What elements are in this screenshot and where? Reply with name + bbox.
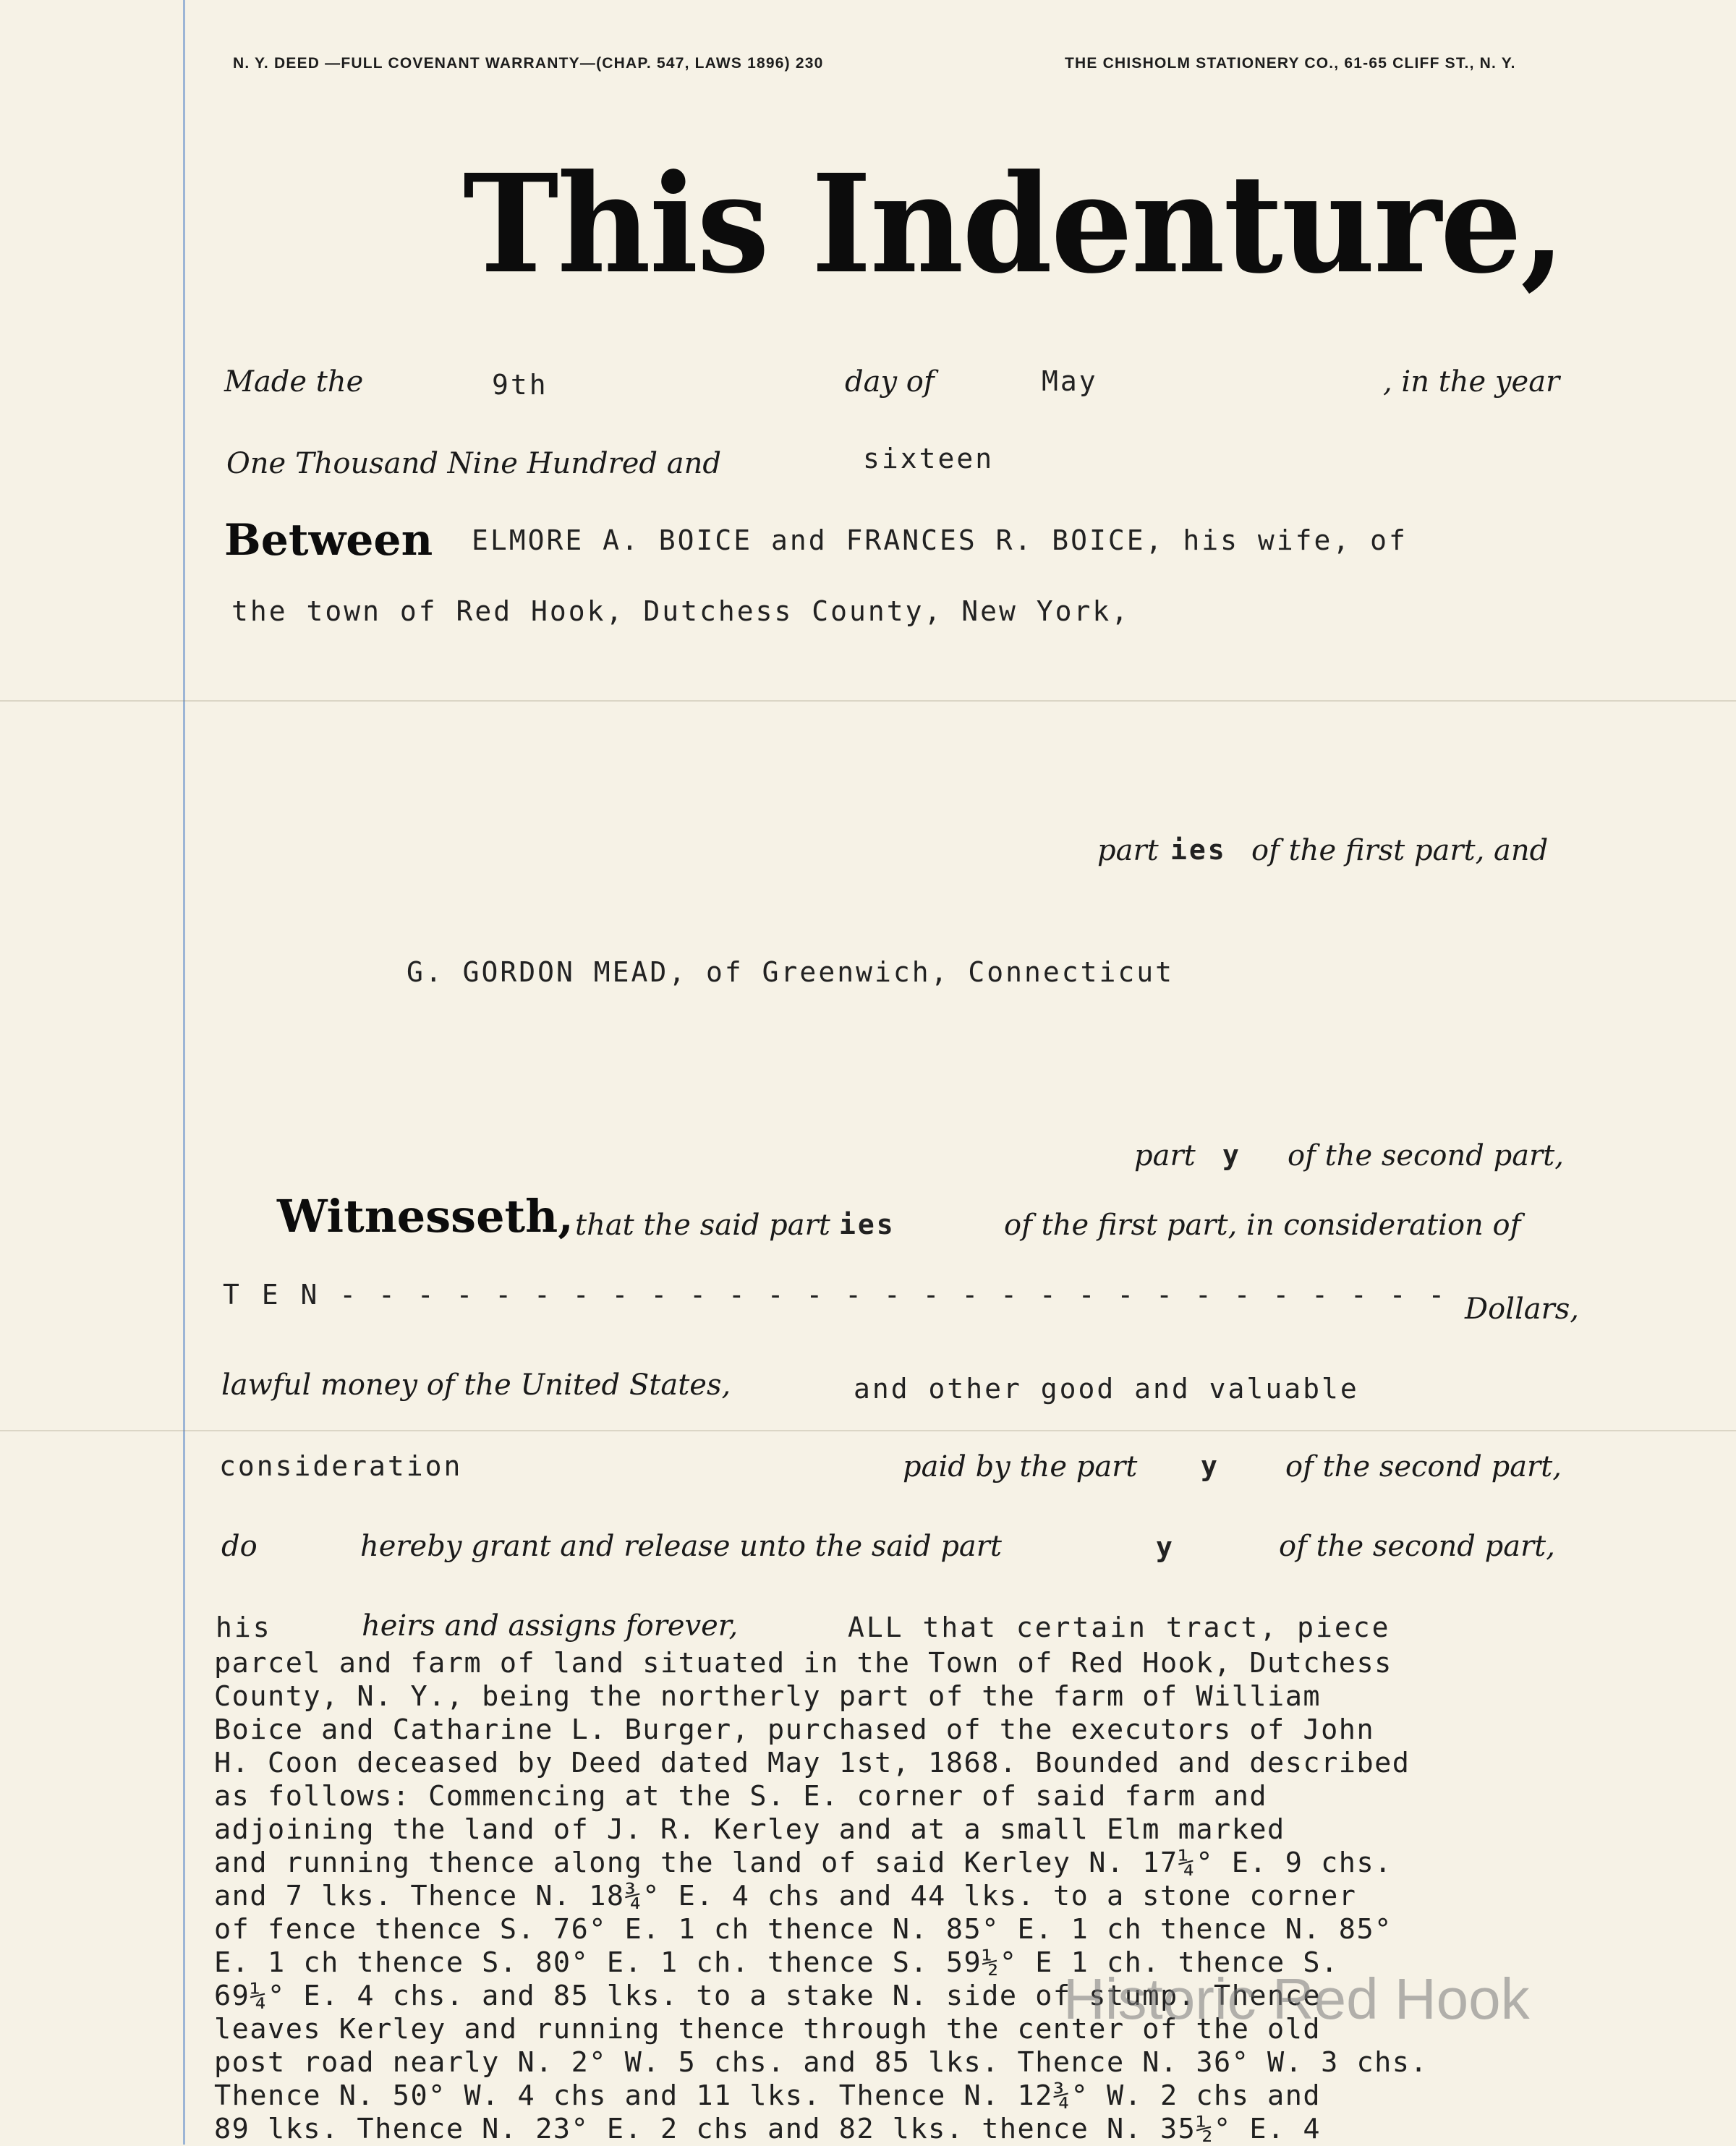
- day-of-label: day of: [845, 365, 935, 399]
- description-line: as follows: Commencing at the S. E. corner of said farm and: [214, 1780, 1268, 1813]
- margin-rule: [183, 0, 185, 2145]
- description-line: County, N. Y., being the northerly part of the farm of William: [214, 1680, 1322, 1713]
- second-part-text: of the second part,: [1288, 1139, 1564, 1172]
- paid-label: paid by the part: [903, 1450, 1138, 1483]
- fold-crease: [0, 1430, 1736, 1431]
- description-line: Boice and Catharine L. Burger, purchased of the executors of John: [214, 1713, 1375, 1746]
- second-party-name: G. GORDON MEAD, of Greenwich, Connecticut: [407, 956, 1174, 988]
- description-line: adjoining the land of J. R. Kerley and at a small Elm marked: [214, 1813, 1285, 1846]
- consideration-amount: T E N - - - - - - - - - - - - - - - - - - - - - - - - - - - - -: [223, 1279, 1448, 1311]
- day-value: 9th: [492, 369, 548, 401]
- first-party-line2: the town of Red Hook, Dutchess County, New York,: [231, 595, 1131, 627]
- lawful-money-label: lawful money of the United States,: [221, 1368, 731, 1402]
- description-line: and 7 lks. Thence N. 18¾° E. 4 chs and 44 lks. to a stone corner: [214, 1880, 1357, 1912]
- description-line: 69¼° E. 4 chs. and 85 lks. to a stake N. side of stump. Thence: [214, 1980, 1322, 2012]
- paid-suffix: y: [1201, 1450, 1220, 1482]
- property-description: [214, 1647, 1661, 2146]
- description-line: Thence N. 50° W. 4 chs and 11 lks. Thence N. 12¾° W. 2 chs and: [214, 2079, 1322, 2112]
- grant-label: hereby grant and release unto the said part: [360, 1530, 1002, 1563]
- watermark: Historic Red Hook: [1063, 1967, 1530, 2031]
- between-label: Between: [224, 515, 433, 566]
- in-year-label: , in the year: [1383, 365, 1560, 399]
- description-line: post road nearly N. 2° W. 5 chs. and 85 lks. Thence N. 36° W. 3 chs.: [214, 2046, 1429, 2079]
- grant-second-part: of the second part,: [1279, 1530, 1555, 1563]
- first-part-label: part: [1097, 834, 1159, 867]
- month-value: May: [1042, 365, 1098, 397]
- dollars-label: Dollars,: [1465, 1293, 1579, 1326]
- witnesseth-text-b: of the first part, in consideration of: [1004, 1209, 1521, 1242]
- his-label: his: [216, 1611, 272, 1643]
- description-line: of fence thence S. 76° E. 1 ch thence N. 85° E. 1 ch thence N. 85°: [214, 1913, 1392, 1946]
- description-line: parcel and farm of land situated in the Town of Red Hook, Dutchess: [214, 1647, 1392, 1679]
- fold-crease: [0, 700, 1736, 702]
- description-line: H. Coon deceased by Deed dated May 1st, 1868. Bounded and described: [214, 1747, 1410, 1779]
- document-title: This Indenture,: [463, 144, 1565, 304]
- thousand-label: One Thousand Nine Hundred and: [226, 447, 721, 480]
- description-line: leaves Kerley and running thence through the center of the old: [214, 2013, 1322, 2045]
- witnesseth-label: Witnesseth,: [277, 1190, 574, 1243]
- made-label: Made the: [224, 365, 364, 399]
- witnesseth-text-a: that the said part: [575, 1209, 830, 1242]
- other-consideration: and other good and valuable: [854, 1373, 1359, 1405]
- description-line: E. 1 ch thence S. 80° E. 1 ch. thence S. 59½° E 1 ch. thence S.: [214, 1946, 1339, 1979]
- first-part-text: of the first part, and: [1251, 834, 1549, 867]
- first-part-suffix: ies: [1170, 834, 1227, 866]
- description-line: 89 lks. Thence N. 23° E. 2 chs and 82 lks. thence N. 35½° E. 4: [214, 2113, 1322, 2145]
- witnesseth-suffix: ies: [839, 1209, 895, 1240]
- paid-second-part: of the second part,: [1285, 1450, 1562, 1483]
- second-part-suffix: y: [1222, 1139, 1241, 1171]
- consideration-word: consideration: [219, 1450, 463, 1482]
- first-party-line1: ELMORE A. BOICE and FRANCES R. BOICE, his wife, of: [472, 524, 1408, 556]
- do-label: do: [221, 1530, 258, 1563]
- year-value: sixteen: [863, 443, 995, 474]
- description-line: and running thence along the land of said Kerley N. 17¼° E. 9 chs.: [214, 1847, 1392, 1879]
- heirs-label: heirs and assigns forever,: [362, 1609, 739, 1643]
- grant-suffix: y: [1156, 1531, 1175, 1563]
- form-line: N. Y. DEED —FULL COVENANT WARRANTY—(CHAP. 547, LAWS 1896) 230: [233, 55, 824, 72]
- second-part-label: part: [1134, 1139, 1196, 1172]
- publisher-line: THE CHISHOLM STATIONERY CO., 61-65 CLIFF ST., N. Y.: [1065, 55, 1516, 72]
- all-text: ALL that certain tract, piece: [848, 1611, 1391, 1643]
